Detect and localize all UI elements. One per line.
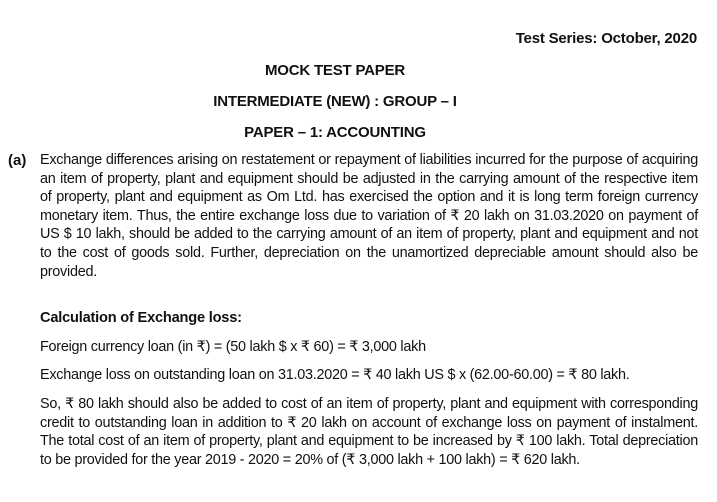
calculation-heading: Calculation of Exchange loss: [40,310,242,326]
question-label: (a) [8,152,27,169]
test-series-label: Test Series: October, 2020 [515,30,697,47]
group-heading: INTERMEDIATE (NEW) : GROUP – I [213,93,457,110]
answer-paragraph-1: Exchange differences arising on restatement or repayment of liabilities incurred for the purpose of acquiring an item of property, plant and equipment should be adjusted in the carrying amount of the respective item of property, plant and equipment as Om Ltd. has exercised the option and it is long term foreign currency monetary item. Thus, the entire exchange loss due to variation of ₹ 20 lakh on 31.03.2020 on payment of US $ 10 lakh, should be added to the carrying amount of an item of property, plant and equipment and not to the cost of goods sold. Further, depreciation on the unamortized depreciable amount should also be provided. [40,152,698,280]
paper-subject-heading: PAPER – 1: ACCOUNTING [244,124,426,141]
paper-title: MOCK TEST PAPER [264,62,406,79]
calculation-line-2: Exchange loss on outstanding loan on 31.03.2020 = ₹ 40 lakh US $ x (62.00-60.00) = ₹ 80 lakh. [40,367,630,383]
calculation-line-1: Foreign currency loan (in ₹) = (50 lakh $ x ₹ 60) = ₹ 3,000 lakh [40,339,426,355]
answer-paragraph-2: So, ₹ 80 lakh should also be added to cost of an item of property, plant and equipment with corresponding credit to outstanding loan in addition to ₹ 20 lakh on account of exchange loss on payment of instalment. The total cost of an item of property, plant and equipment to be increased by ₹ 100 lakh. Total depreciation to be provided for the year 2019 - 2020 = 20% of (₹ 3,000 lakh + 100 lakh) = ₹ 620 lakh. [40,396,698,468]
